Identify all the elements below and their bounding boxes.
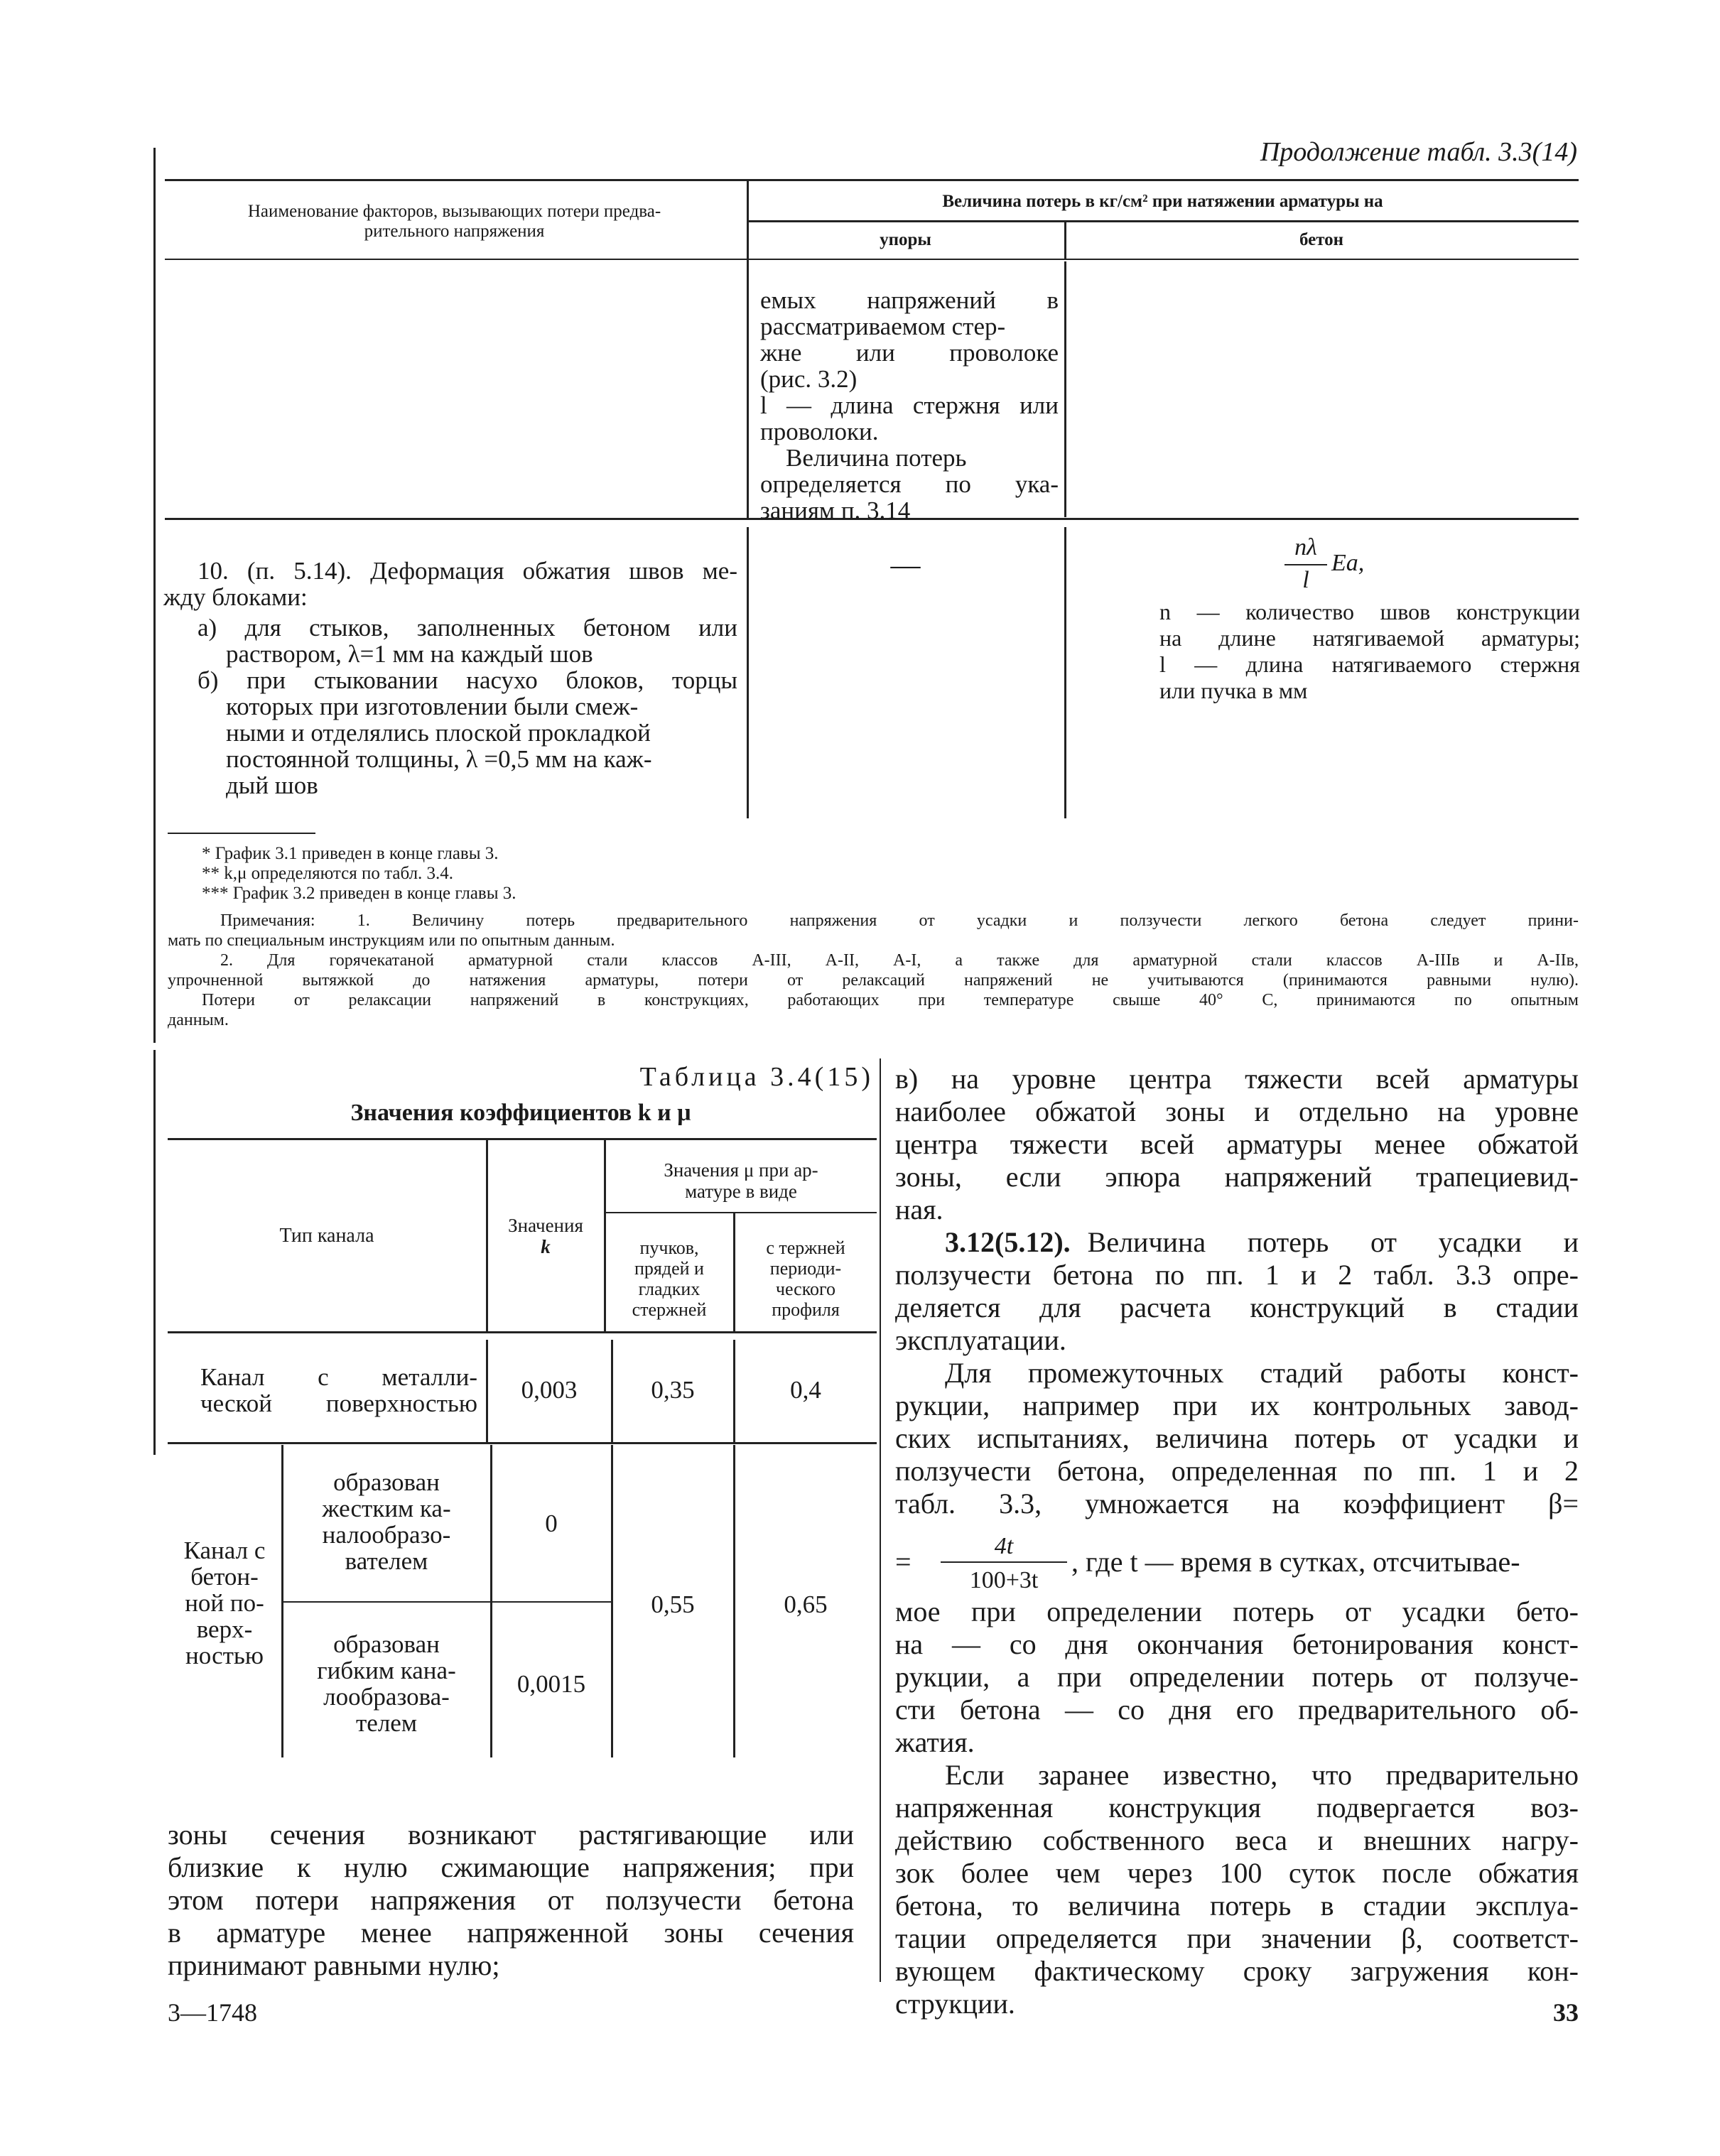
signature-mark: 3—1748 xyxy=(168,1998,257,2027)
footnotes: * График 3.1 приведен в конце главы 3. ** k,μ определяются по табл. 3.4. *** График 3.2 приведен в конце главы 3. xyxy=(202,844,516,903)
clause-number: 3.12(5.12). xyxy=(945,1226,1071,1258)
table34-r2-mu1: 0,55 xyxy=(651,1591,695,1618)
table33-row2-concrete: n — количество швов конструкции на длине натягиваемой арматуры; l — длина натягиваемого стержня или пучка в мм xyxy=(1159,599,1580,703)
table33-row2-factor: 10. (п. 5.14). Деформация обжатия швов ме- жду блоками: а) для стыков, заполненных бетоном или раствором, λ=1 мм на каждый шов б) при стыковании насухо блоков, торцы которых при изготовлении были смеж- ными и отделялись плоской прокладкой постоянной толщины, λ =0,5 мм на каж- дый шов xyxy=(163,557,737,799)
right-column-p2: 3.12(5.12). Величина потерь от усадки и ползучести бетона по пп. 1 и 2 табл. 3.3 опре- деляется для расчета конструкций в стадии эксплуатации. xyxy=(895,1226,1579,1356)
table34-h-rods: с тержней периоди- ческого профиля xyxy=(766,1237,845,1320)
beta-denominator: 100+3t xyxy=(969,1567,1039,1593)
table33-header-concrete: бетон xyxy=(1299,230,1344,249)
table33-header-stops: упоры xyxy=(880,230,931,249)
formula-elastic-modulus: Eа, xyxy=(1331,550,1365,576)
right-column-p3-cont: мое при определении потерь от усадки бето- на — со дня окончания бетонирования конст- рукции, а при определении потерь от ползуче- сти бетона — со дня его предварительного об- жатия. xyxy=(895,1596,1579,1758)
table34-header-bottom xyxy=(168,1331,877,1333)
left-margin-rule-top xyxy=(153,148,156,1043)
left-margin-rule-middle xyxy=(153,1050,156,1455)
column-divider xyxy=(880,1058,881,1982)
table34-mu-subrule xyxy=(604,1212,877,1213)
right-column-p4: Если заранее известно, что предварительно напряженная конструкция подвергается воз- действию собственного веса и внешних нагру- зок более чем через 100 суток после обжатия бетона, то величина потерь в стадии эксплуа- тации определяется при значении β, соответст- вующем фактическому сроку загружения кон- струкции. xyxy=(895,1759,1579,2020)
table33-header-value: Величина потерь в кг/см² при натяжении арматуры на xyxy=(942,192,1383,211)
formula-numerator: nλ xyxy=(1294,534,1317,560)
page-number: 33 xyxy=(1553,1998,1579,2027)
table33-col-divider-2b xyxy=(1064,527,1066,818)
notes: Примечания: 1. Величину потерь предварительного напряжения от усадки и ползучести легкого бетона следует прини- мать по специальным инструкциям или по опытным данным. 2. Для горячекатаной арматурной стали классов А-III, А-II, А-I, а также для арматурной стали классов А-IIIв и А-IIв, упрочненной вытяжкой до натяжения арматуры, потери от релаксаций напряжений не учитываются (принимаются равными нулю). Потери от релаксации напряжений в конструкциях, работающих при температуре свыше 40° С, принимаются по опытным данным. xyxy=(168,911,1579,1029)
beta-fraction-bar xyxy=(941,1561,1067,1563)
table33-top-border xyxy=(165,179,1579,181)
table34-r1-mu1: 0,35 xyxy=(651,1376,695,1404)
beta-formula-line xyxy=(895,1534,1579,1594)
table33-row2-stops-dash: — xyxy=(890,549,921,582)
table34-r1-bottom xyxy=(168,1442,877,1444)
beta-explanation: , где t — время в сутках, отсчитывае- xyxy=(1071,1546,1520,1578)
continuation-title: Продолжение табл. 3.3(14) xyxy=(1260,137,1577,167)
table33-header-factor: Наименование факторов, вызывающих потери предва- рительного напряжения xyxy=(247,202,661,241)
equals-sign: = xyxy=(895,1546,912,1578)
left-column-text: зоны сечения возникают растягивающие или близкие к нулю сжимающие напряжения; при этом потери напряжения от ползучести бетона в арматуре менее напряженной зоны сечения принимают равными нулю; xyxy=(168,1819,854,1981)
table34-top-border xyxy=(168,1138,877,1140)
table33-header-subrule xyxy=(747,220,1579,222)
table33-col-divider-2 xyxy=(1064,261,1066,517)
table34-r2b-sub: образован гибким кана- лообразова- телем xyxy=(317,1630,456,1737)
table34-h-type: Тип канала xyxy=(279,1225,374,1247)
table34-r1-type: Канал с металли- ческой поверхностью xyxy=(200,1363,477,1417)
table34-r2a-sub: образован жестким ка- налообразо- вателем xyxy=(322,1468,451,1575)
table34-r2b-k: 0,0015 xyxy=(516,1670,586,1698)
table34-r2-type: Канал с бетон- ной по- верх- ностью xyxy=(183,1537,266,1669)
table34-r1-k: 0,003 xyxy=(521,1376,578,1404)
table34-r2-subrule xyxy=(283,1601,611,1603)
table34-title: Значения коэффициентов k и μ xyxy=(350,1100,691,1126)
right-column-p3: Для промежуточных стадий работы конст- рукции, например при их контрольных завод- ских испытаниях, величина потерь от усадки и ползучести бетона, определенная по пп. 1 и 2 табл. 3.3, умножается на коэффициент β= xyxy=(895,1357,1579,1520)
table33-row1-stops: емых напряжений в рассматриваемом стер- жне или проволоке (рис. 3.2) l — длина стержня или проволоки. Величина потерь определяется по ука- заниям п. 3.14 xyxy=(760,286,1059,524)
table34-h-mu: Значения μ при ар- матуре в виде xyxy=(664,1159,818,1202)
table34-r2a-k: 0 xyxy=(545,1510,558,1537)
formula-fraction-bar xyxy=(1284,564,1327,565)
table34-h-k: Значения k xyxy=(508,1215,583,1257)
table34-r1-mu2: 0,4 xyxy=(790,1376,821,1404)
right-column-p1: в) на уровне центра тяжести всей арматуры наиболее обжатой зоны и отдельно на уровне центра тяжести всей арматуры менее обжатой зоны, если эпюра напряжений трапециевид- ная. xyxy=(895,1063,1579,1225)
table34-label: Таблица 3.4(15) xyxy=(639,1062,874,1092)
formula-denominator: l xyxy=(1302,567,1309,593)
table34-h-bundles: пучков, прядей и гладких стержней xyxy=(632,1237,707,1320)
table33-header-bottom xyxy=(165,259,1579,260)
beta-numerator: 4t xyxy=(994,1533,1014,1559)
table34-r2-mu2: 0,65 xyxy=(784,1591,828,1618)
footnote-rule xyxy=(168,833,315,834)
